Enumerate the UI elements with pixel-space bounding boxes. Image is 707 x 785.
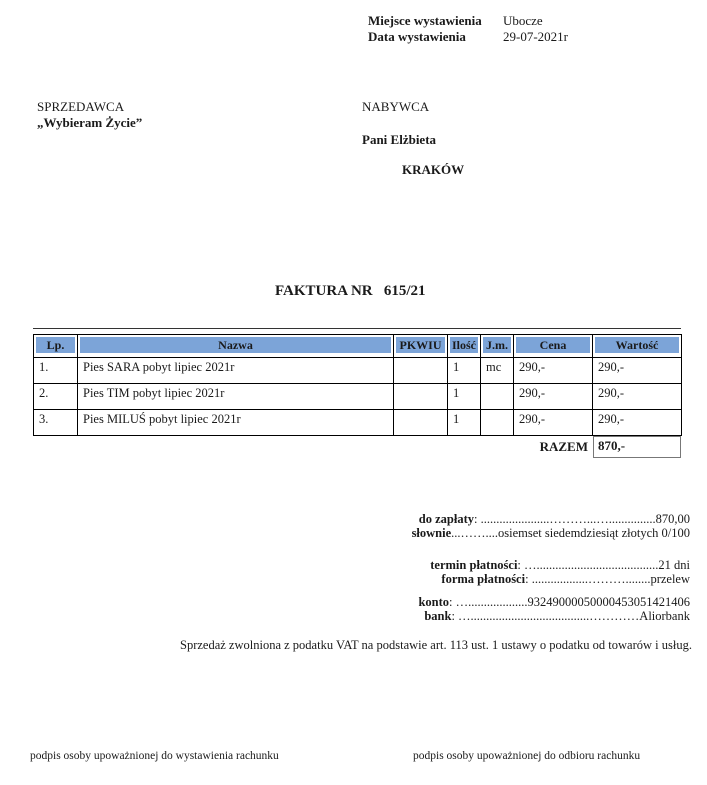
cell-nazwa: Pies MILUŚ pobyt lipiec 2021r: [78, 410, 394, 436]
payment-line-forma: [430, 572, 690, 586]
cell-jm: [481, 410, 514, 436]
issue-info-values: [503, 13, 568, 45]
col-header-cena: [514, 335, 593, 358]
cell-lp: 3.: [34, 410, 78, 436]
payment-line-termin: [430, 558, 690, 572]
cell-ilosc: 1: [448, 358, 481, 384]
cell-cena: 290,-: [514, 410, 593, 436]
col-header-wartosc-label: Wartość: [595, 337, 679, 353]
payment-account-block: [418, 595, 690, 623]
payment-label: słownie: [411, 526, 452, 540]
col-header-nazwa-label: Nazwa: [80, 337, 391, 353]
cell-wartosc: 290,-: [593, 384, 682, 410]
invoice-title: FAKTURA NR 615/21: [275, 283, 426, 299]
col-header-jm: [481, 335, 514, 358]
seller-label: SPRZEDAWCA: [37, 99, 125, 114]
total-row: [33, 435, 681, 459]
cell-ilosc: 1: [448, 384, 481, 410]
col-header-pkwiu-label: PKWIU: [396, 337, 445, 353]
signature-receiver: podpis osoby upoważnionej do odbioru rachunku: [413, 750, 641, 762]
seller-name: „Wybieram Życie”: [37, 115, 143, 130]
payment-value: : …......................................…………Aliorbank: [451, 609, 690, 623]
payment-label: do zapłaty: [418, 512, 475, 526]
cell-nazwa: Pies SARA pobyt lipiec 2021r: [78, 358, 394, 384]
total-label: RAZEM: [539, 439, 588, 454]
cell-wartosc: 290,-: [593, 358, 682, 384]
cell-nazwa: Pies TIM pobyt lipiec 2021r: [78, 384, 394, 410]
payment-line-slownie: [412, 526, 690, 540]
col-header-lp-label: Lp.: [36, 337, 75, 353]
buyer-name: Pani Elżbieta: [362, 132, 437, 147]
issue-date-value: 29-07-2021r: [503, 29, 568, 44]
vat-exemption-note: Sprzedaż zwolniona z podatku VAT na podstawie art. 113 ust. 1 ustawy o podatku od towarów i usług.: [180, 638, 692, 652]
payment-value: : ..................………........przelew: [525, 572, 690, 586]
signature-issuer: podpis osoby upoważnionej do wystawienia rachunku: [30, 750, 279, 762]
cell-wartosc: 290,-: [593, 410, 682, 436]
issue-date-label: Data wystawienia: [368, 29, 466, 44]
payment-terms-block: [430, 558, 690, 586]
col-header-ilosc: [448, 335, 481, 358]
payment-line-konto: [418, 595, 690, 609]
buyer-city: KRAKÓW: [402, 162, 465, 177]
col-header-cena-label: Cena: [516, 337, 590, 353]
payment-label: forma płatności: [441, 572, 526, 586]
table-row: [34, 358, 682, 384]
cell-pkwiu: [394, 384, 448, 410]
payment-label: termin płatności: [430, 558, 518, 572]
payment-value: ...……....osiemset siedemdziesiąt złotych 0/100: [451, 526, 690, 540]
col-header-jm-label: J.m.: [483, 337, 511, 353]
payment-amount-block: [412, 512, 690, 540]
cell-jm: [481, 384, 514, 410]
cell-cena: 290,-: [514, 358, 593, 384]
table-row: [34, 384, 682, 410]
cell-pkwiu: [394, 358, 448, 384]
issue-place-value: Ubocze: [503, 13, 543, 28]
cell-pkwiu: [394, 410, 448, 436]
col-header-wartosc: [593, 335, 682, 358]
seller-section: [37, 99, 142, 131]
issue-info-labels: [368, 13, 482, 45]
payment-label: bank: [424, 609, 452, 623]
items-table: [33, 334, 682, 436]
payment-value: : …...................93249000050000453051421406: [449, 595, 690, 609]
cell-jm: mc: [481, 358, 514, 384]
payment-label: konto: [418, 595, 450, 609]
total-value-box: [593, 436, 681, 458]
table-top-rule: [33, 328, 681, 329]
col-header-lp: [34, 335, 78, 358]
cell-lp: 1.: [34, 358, 78, 384]
cell-cena: 290,-: [514, 384, 593, 410]
payment-value: : ......................………...…...............870,00: [474, 512, 690, 526]
cell-lp: 2.: [34, 384, 78, 410]
payment-line-do-zaplaty: [412, 512, 690, 526]
cell-ilosc: 1: [448, 410, 481, 436]
col-header-nazwa: [78, 335, 394, 358]
issue-place-label: Miejsce wystawienia: [368, 13, 482, 28]
table-row: [34, 410, 682, 436]
col-header-ilosc-label: Ilość: [452, 338, 476, 352]
table-header-row: [34, 335, 682, 358]
col-header-pkwiu: [394, 335, 448, 358]
buyer-label: NABYWCA: [362, 99, 430, 114]
payment-line-bank: [418, 609, 690, 623]
total-value: 870,-: [598, 438, 626, 453]
payment-value: : ….......................................21 dni: [517, 558, 690, 572]
